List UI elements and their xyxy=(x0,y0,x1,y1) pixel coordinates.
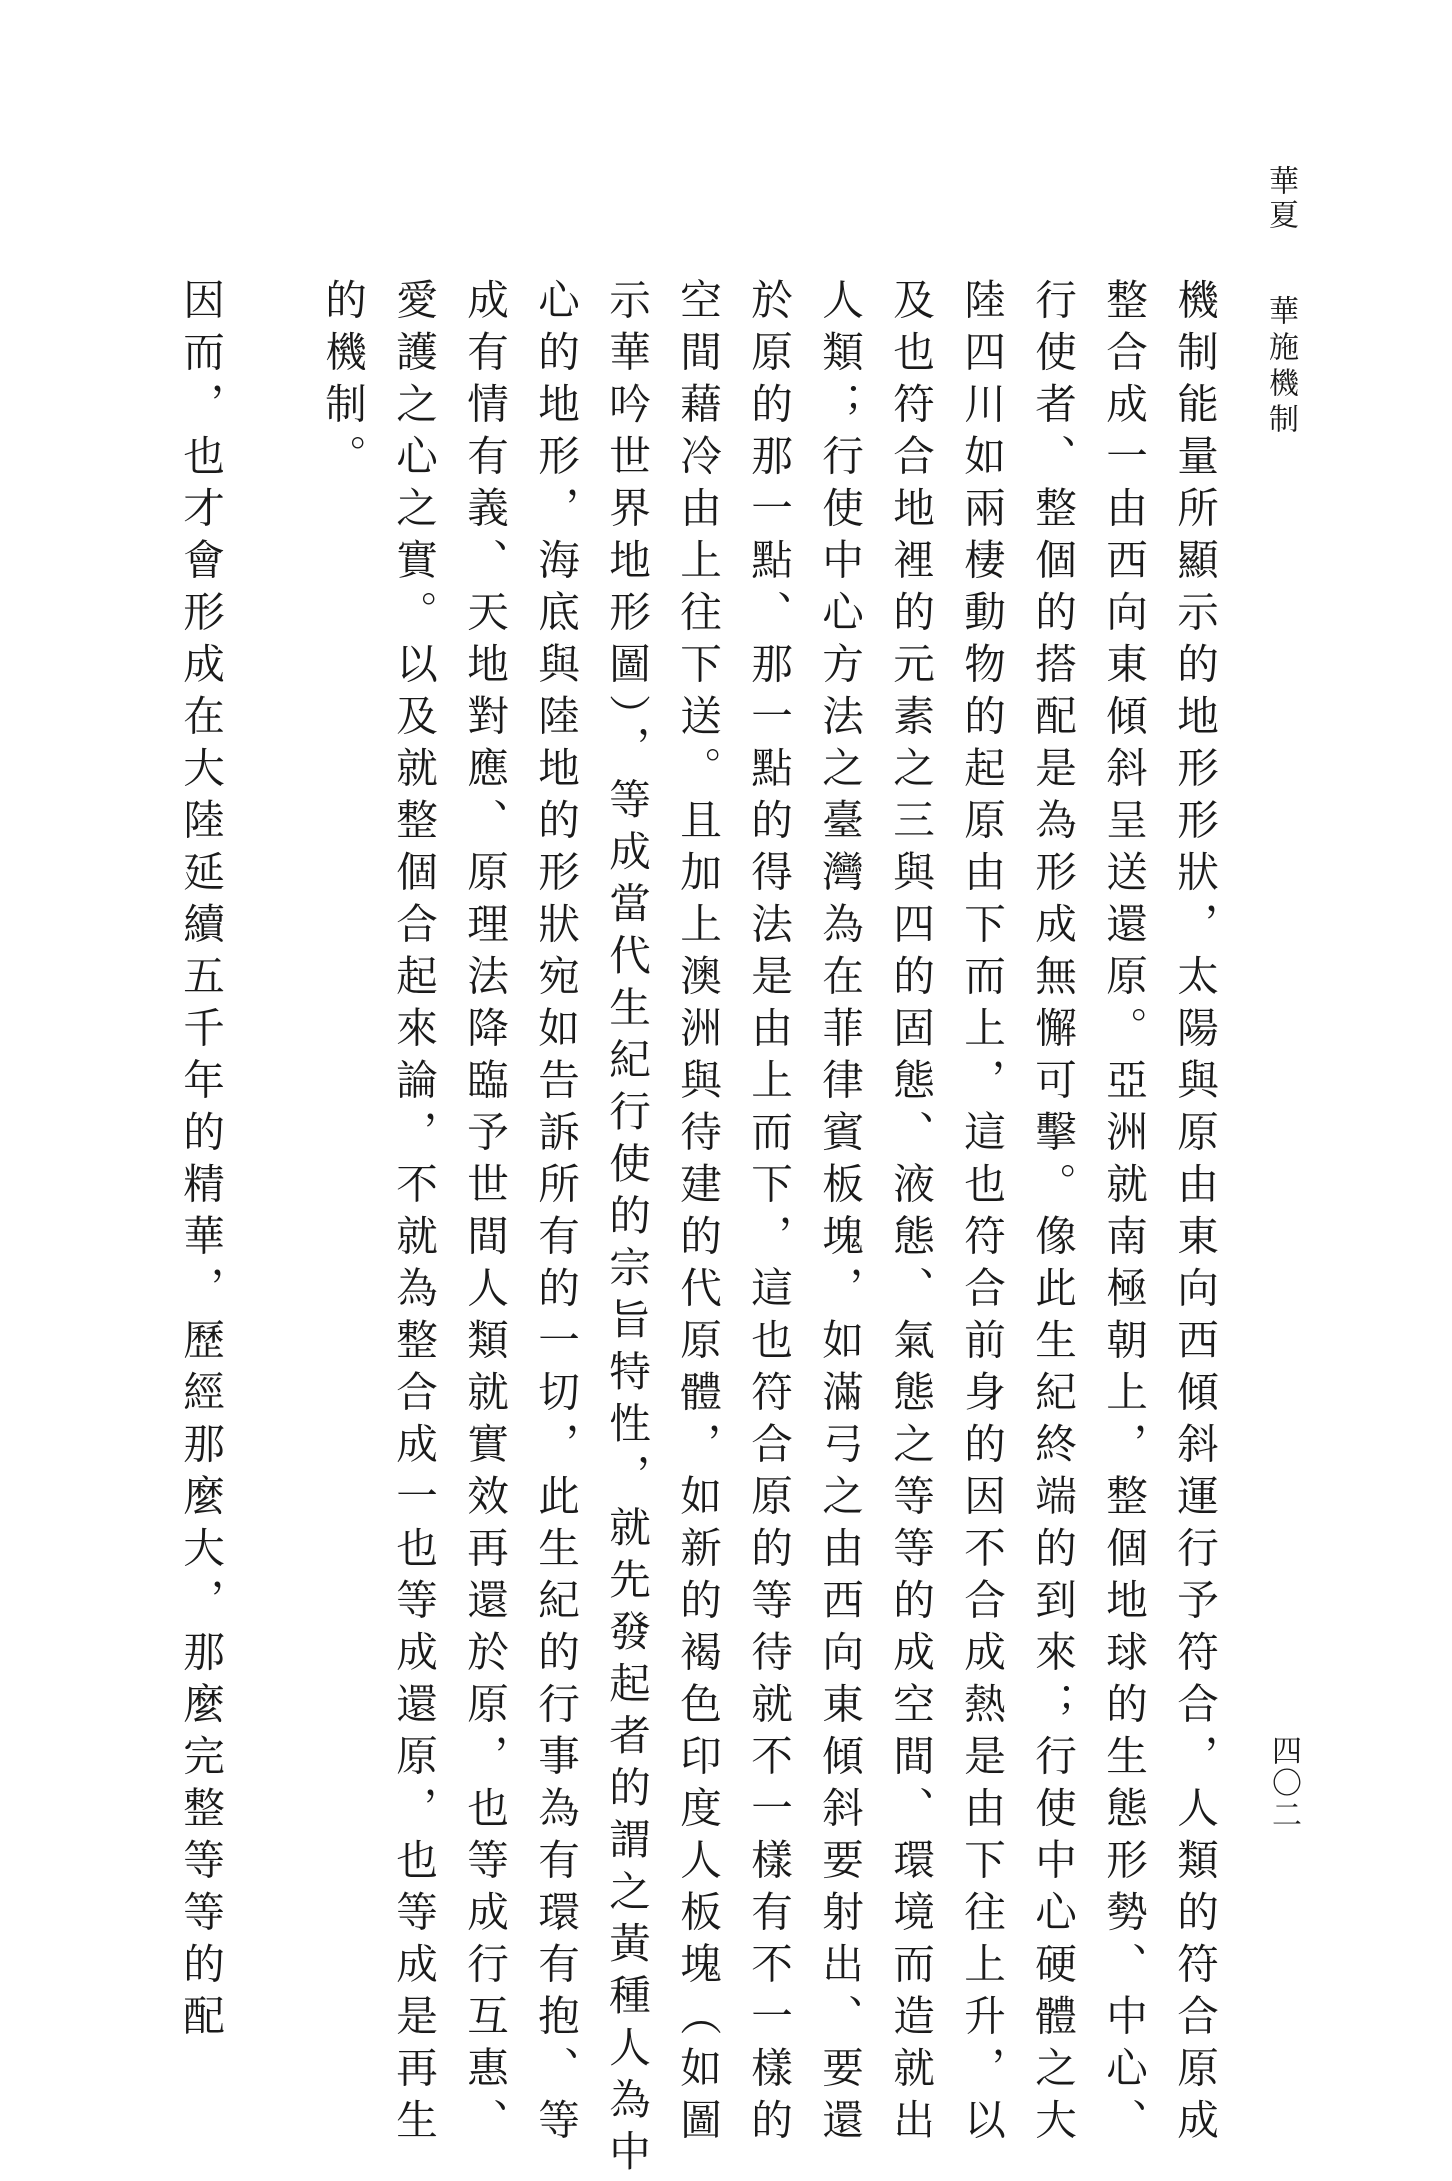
text-line: 整合成一由西向東傾斜呈送還原。亞洲就南極朝上，整個地球的生態形勢、中心、 xyxy=(1099,278,1148,2150)
text-line: 空間藉冷由上往下送。且加上澳洲與待建的代原體，如新的褐色印度人板塊（如圖 xyxy=(673,278,722,2150)
text-line: 示華吟世界地形圖），等成當代生紀行使的宗旨特性，就先發起者的謂之黃種人為中 xyxy=(602,278,651,2181)
text-line: 於原的那一點、那一點的得法是由上而下，這也符合原的等待就不一樣有不一樣的 xyxy=(744,278,793,2150)
text-line: 機制能量所顯示的地形形狀，太陽與原由東向西傾斜運行予符合，人類的符合原成 xyxy=(1170,278,1219,2150)
running-header-book-title: 華夏 xyxy=(1263,165,1298,233)
page-number: 四〇二 xyxy=(1266,1735,1301,1831)
text-line: 成有情有義、天地對應、原理法降臨予世間人類就實效再還於原，也等成行互惠、 xyxy=(460,278,509,2150)
text-line: 因而，也才會形成在大陸延續五千年的精華，歷經那麼大，那麼完整等等的配 xyxy=(176,278,225,2046)
text-line: 心的地形，海底與陸地的形狀宛如告訴所有的一切，此生紀的行事為有環有抱、等 xyxy=(531,278,580,2150)
text-line: 的機制。 xyxy=(318,278,367,486)
body-text xyxy=(165,278,1230,2181)
text-line: 人類；行使中心方法之臺灣為在菲律賓板塊，如滿弓之由西向東傾斜要射出、要還 xyxy=(815,278,864,2150)
running-header-section-title: 華施機制 xyxy=(1263,295,1298,439)
text-line: 陸四川如兩棲動物的起原由下而上，這也符合前身的因不合成熱是由下往上升，以 xyxy=(957,278,1006,2150)
text-line: 及也符合地裡的元素之三與四的固態、液態、氣態之等等的成空間、環境而造就出 xyxy=(886,278,935,2150)
text-line: 行使者、整個的搭配是為形成無懈可擊。像此生紀終端的到來；行使中心硬體之大 xyxy=(1028,278,1077,2150)
text-line: 愛護之心之實。以及就整個合起來論，不就為整合成一也等成還原，也等成是再生 xyxy=(389,278,438,2150)
